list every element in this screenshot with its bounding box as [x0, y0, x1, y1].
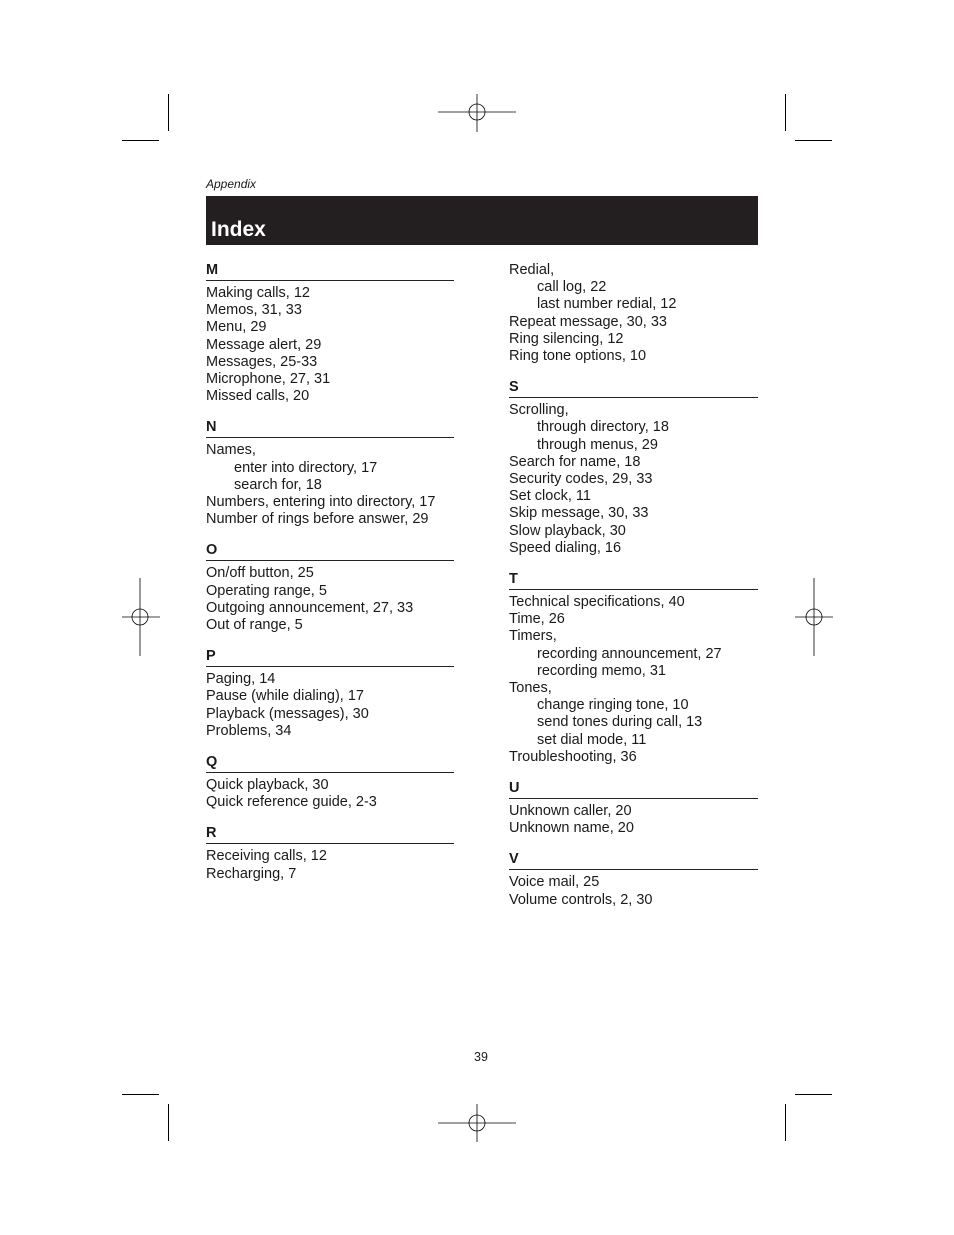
index-entry: Problems, 34 [206, 722, 292, 739]
crop-mark-bottom-right-h [795, 1094, 832, 1095]
title-bar [206, 196, 758, 245]
index-entry: Microphone, 27, 31 [206, 371, 331, 388]
index-subentry: through menus, 29 [537, 436, 658, 453]
index-entry: Outgoing announcement, 27, 33 [206, 599, 414, 616]
index-entry: Voice mail, 25 [509, 874, 600, 891]
index-section [206, 754, 454, 811]
section-label: Appendix [206, 177, 257, 191]
index-subentry: through directory, 18 [537, 419, 669, 436]
crop-mark-bottom-right-v [785, 1104, 786, 1141]
index-entry: Volume controls, 2, 30 [509, 891, 653, 908]
index-section [509, 379, 758, 557]
index-entry: Tones, [509, 680, 552, 697]
index-entry: Unknown caller, 20 [509, 803, 632, 820]
registration-mark-left [122, 578, 160, 656]
index-letter-heading: V [509, 851, 758, 870]
index-entry: Message alert, 29 [206, 336, 322, 353]
crop-mark-top-right-h [795, 140, 832, 141]
index-section [206, 825, 454, 882]
index-subentry: last number redial, 12 [537, 296, 677, 313]
index-subentry: set dial mode, 11 [537, 731, 647, 748]
index-entry: Slow playback, 30 [509, 522, 626, 539]
index-column-left [206, 262, 454, 897]
index-continuation [509, 262, 758, 365]
index-subentry: recording announcement, 27 [537, 645, 722, 662]
index-entry: Out of range, 5 [206, 617, 303, 634]
index-entry: Quick reference guide, 2-3 [206, 794, 377, 811]
registration-mark-right [795, 578, 833, 656]
index-entry: Pause (while dialing), 17 [206, 688, 364, 705]
index-entry: On/off button, 25 [206, 565, 314, 582]
index-letter-heading: Q [206, 754, 454, 773]
index-entry: Technical specifications, 40 [509, 594, 685, 611]
index-entry: Time, 26 [509, 611, 565, 628]
index-subentry: recording memo, 31 [537, 662, 666, 679]
index-entry: Menu, 29 [206, 319, 267, 336]
registration-mark-bottom [438, 1104, 516, 1142]
index-entry: Repeat message, 30, 33 [509, 313, 667, 330]
index-entry: Operating range, 5 [206, 582, 327, 599]
index-entry: Speed dialing, 16 [509, 539, 622, 556]
index-letter-heading: M [206, 262, 454, 281]
index-subentry: enter into directory, 17 [234, 459, 378, 476]
crop-mark-bottom-left-h [122, 1094, 159, 1095]
index-entry: Paging, 14 [206, 671, 276, 688]
index-entry: Redial, [509, 262, 555, 278]
index-entry: Missed calls, 20 [206, 388, 310, 405]
index-entry: Timers, [509, 628, 557, 645]
index-entry: Ring tone options, 10 [509, 348, 647, 365]
index-entry: Playback (messages), 30 [206, 705, 369, 722]
index-section [206, 542, 454, 634]
index-section [509, 780, 758, 837]
index-entry: Search for name, 18 [509, 453, 641, 470]
crop-mark-top-right-v [785, 94, 786, 131]
index-entry: Numbers, entering into directory, 17 [206, 494, 436, 511]
index-entry: Set clock, 11 [509, 488, 591, 505]
index-section [509, 851, 758, 908]
index-entry: Receiving calls, 12 [206, 848, 327, 865]
index-subentry: change ringing tone, 10 [537, 697, 689, 714]
index-entry: Messages, 25-33 [206, 353, 318, 370]
crop-mark-bottom-left-v [168, 1104, 169, 1141]
index-subentry: search for, 18 [234, 476, 322, 493]
index-entry: Names, [206, 442, 256, 459]
index-entry: Memos, 31, 33 [206, 302, 302, 319]
crop-mark-top-left-v [168, 94, 169, 131]
index-entry: Security codes, 29, 33 [509, 471, 653, 488]
index-section [206, 419, 454, 528]
index-subentry: send tones during call, 13 [537, 714, 703, 731]
index-letter-heading: R [206, 825, 454, 844]
index-section [206, 648, 454, 740]
index-entry: Troubleshooting, 36 [509, 748, 637, 765]
page-title: Index [211, 218, 266, 241]
index-section [509, 571, 758, 766]
index-letter-heading: S [509, 379, 758, 398]
page-number: 39 [474, 1050, 488, 1064]
index-letter-heading: N [206, 419, 454, 438]
index-letter-heading: P [206, 648, 454, 667]
index-entry: Making calls, 12 [206, 285, 310, 301]
index-section [206, 262, 454, 405]
index-letter-heading: T [509, 571, 758, 590]
index-entry: Number of rings before answer, 29 [206, 511, 429, 528]
index-entry: Quick playback, 30 [206, 777, 329, 794]
index-subentry: call log, 22 [537, 279, 607, 296]
index-entry: Recharging, 7 [206, 865, 297, 882]
index-letter-heading: U [509, 780, 758, 799]
index-entry: Skip message, 30, 33 [509, 505, 649, 522]
index-entry: Scrolling, [509, 402, 569, 419]
index-letter-heading: O [206, 542, 454, 561]
index-entry: Unknown name, 20 [509, 820, 634, 837]
crop-mark-top-left-h [122, 140, 159, 141]
index-entry: Ring silencing, 12 [509, 330, 624, 347]
index-column-right [509, 262, 758, 923]
registration-mark-top [438, 94, 516, 132]
